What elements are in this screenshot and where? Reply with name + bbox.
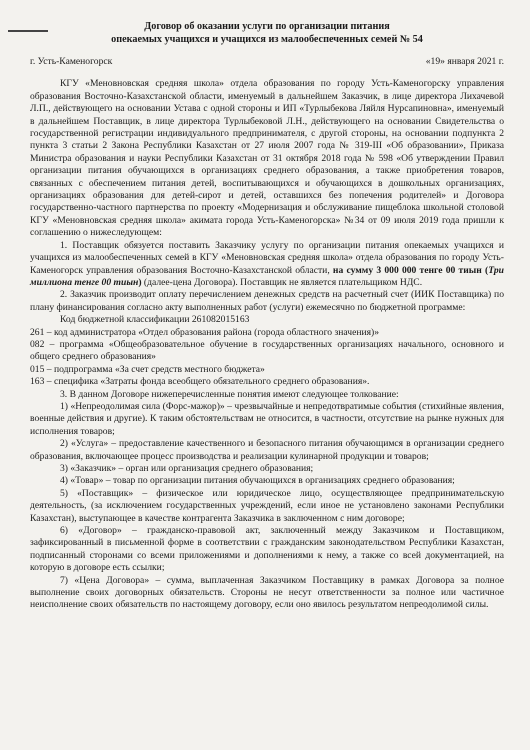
- definition-item: 4) «Товар» – товар по организации питания обучающихся в организациях среднего образования;: [60, 475, 455, 487]
- clause-1-amount-words: Три миллиона тенге 00 тиын: [30, 264, 504, 288]
- definition-item: 7) «Цена Договора» – сумма, выплаченная Заказчиком Поставщику в рамках Договора за полное выполнение своих договорных обязательств. Стороны не несут ответственности за полное или частичное неисполнение своих обязательств по настоящему договору, если оно явилось результатом непреодолимой силы.: [30, 574, 504, 611]
- definition-item: 2) «Услуга» – предоставление качественного и безопасного питания обучающимся в организации среднего образования, включающее процесс производства и реализации кулинарной продукции и товаров;: [30, 438, 504, 462]
- definition-item: 5) «Поставщик» – физическое или юридическое лицо, осуществляющее предпринимательскую деятельность, (за исключением государственных учреждений, если иное не установлено законами Республики Казахстан), выступающее в качестве контрагента Заказчика в заключенном с ним договоре;: [30, 487, 504, 524]
- preamble-text: КГУ «Меновновская средняя школа» отдела образования по городу Усть-Каменогорску управления образования Восточно-Казахстанской области, именуемый в дальнейшем Заказчик, в лице директора Лихачевой Л.П., действующего на основании Устава с одной стороны и ИП «Турлыбекова Ляйля Нурсапиновна», именуемый в дальнейшем Поставщик, в лице директора Турлыбековой Л.Н., действующего на основании Свидетельства о государственной регистрации индивидуального предпринимателя, с другой стороны, на основании подпункта 2 пункта 3 статьи 2 Закона Республики Казахстан от 27 июля 2007 года № 319-III «Об образовании», Приказа Министра образования и науки Республики Казахстан от 31 октября 2018 года № 598 «Об утверждении Правил организации питания обучающихся в организациях среднего образования, а также приобретения товаров, связанных с обеспечением питания детей, воспитывающихся и обучающихся в дошкольных организациях, организациях образования для детей-сирот и детей, оставшихся без попечения родителей» и Договора государственно-частного партнерства по проекту «Модернизация и обслуживание пищеблока школьной столовой КГУ «Меновновская средняя школа» акимата города Усть-Каменогорска» №34 от 09 июля 2019 года пришли к соглашению о нижеследующем:: [30, 78, 504, 239]
- definition-item: 3) «Заказчик» – орган или организация среднего образования;: [60, 463, 314, 474]
- contract-date: «19» января 2021 г.: [425, 56, 504, 67]
- budget-code-line: 082 – программа «Общеобразовательное обучение в государственных организациях начального, основного и общего среднего образования»: [30, 338, 504, 363]
- document-title: [30, 20, 504, 46]
- clause-1-amount: на сумму 3 000 000 тенге 00 тиын (: [329, 264, 489, 276]
- definition-item: 6) «Договор» – гражданско-правовой акт, заключенный между Заказчиком и Поставщиком, зафиксированный в письменной форме в соответствии с гражданским законодательством Республики Казахстан, подписанный сторонами со всеми приложениями и дополнениями к нему, а также со всей документацией, на которую в договоре есть ссылки;: [30, 525, 504, 574]
- budget-code-line: 015 – подпрограмма «За счет средств местного бюджета»: [30, 363, 265, 375]
- clause-1: [30, 240, 504, 290]
- budget-code-line: Код бюджетной классификации 261082015163: [60, 314, 250, 326]
- budget-code-line: 163 – специфика «Затраты фонда всеобщего обязательного среднего образования».: [30, 376, 370, 388]
- clause-3-intro: 3. В данном Договоре нижеперечисленные понятия имеют следующее толкование:: [60, 388, 399, 400]
- scan-artifact-line: [8, 30, 48, 32]
- clause-1-text-2: (далее-цена Договора). Поставщик не является плательщиком НДС.: [141, 276, 423, 288]
- clause-1-text: 1. Поставщик обязуется поставить Заказчику услугу по организации питания опекаемых учащихся и учащихся из малообеспеченных семей в КГУ «Меновновская средняя школа» отдела образования по городу Усть-Каменогорск управления образования Восточно-Казахстанской области,: [30, 239, 504, 276]
- title-line-2: опекаемых учащихся и учащихся из малообеспеченных семей № 54: [111, 34, 423, 45]
- budget-code-line: 261 – код администратора «Отдел образования района (города областного значения)»: [30, 326, 380, 338]
- preamble-paragraph: [30, 78, 504, 239]
- clause-1-amount-close: ): [138, 276, 142, 288]
- definition-item: 1) «Непреодолимая сила (Форс-мажор)» – чрезвычайные и непредотвратимые события (стихийные явления, военные действия и другие). К таким обстоятельствам не относится, в частности, отсутствие на рынке нужных для исполнения товаров;: [30, 400, 504, 437]
- place: г. Усть-Каменогорск: [30, 56, 113, 67]
- clause-2: 2. Заказчик производит оплату перечислением денежных средств на расчетный счет (ИИК Поставщика) по плану финансирования согласно акту выполненных работ (услуги) ежемесячно по бюджетной программе:: [30, 289, 504, 313]
- place-date-row: [30, 56, 504, 68]
- title-line-1: Договор об оказании услуги по организации питания: [144, 21, 390, 32]
